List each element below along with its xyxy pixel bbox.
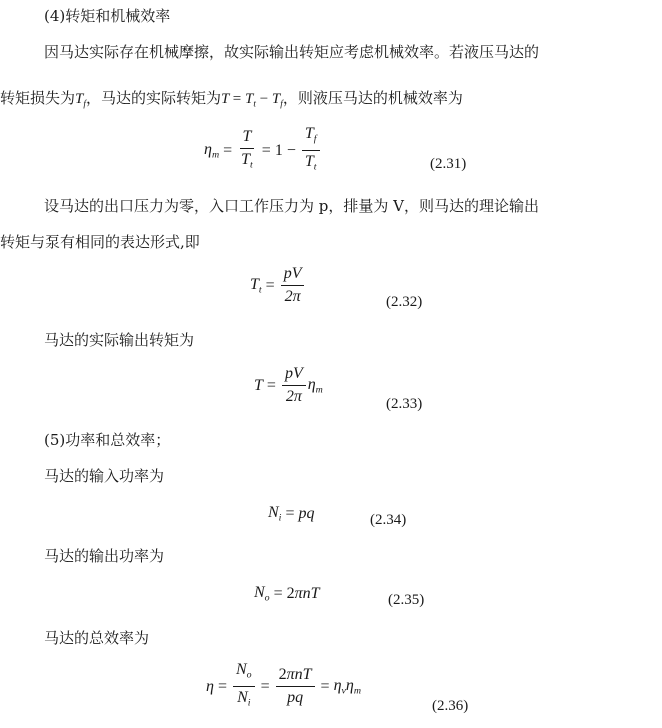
equation-number-2-36: (2.36) — [432, 698, 469, 714]
total-efficiency-label: 马达的总效率为 — [44, 629, 150, 647]
text-torque-loss: 转矩损失为 — [0, 89, 76, 107]
paragraph-2-line-1: 设马达的出口压力为零，入口工作压力为 p，排量为 V，则马达的理论输出 — [44, 197, 539, 215]
section-4-heading: (4)转矩和机械效率 — [44, 7, 171, 25]
section-5-heading: (5)功率和总效率； — [44, 431, 171, 449]
equation-number-2-34: (2.34) — [370, 512, 407, 528]
equation-2-35: $N_o$ = 2πnT — [254, 584, 320, 604]
equation-number-2-32: (2.32) — [386, 294, 423, 310]
equation-number-2-31: (2.31) — [430, 156, 467, 172]
paragraph-1-line-2 — [0, 88, 463, 114]
equation-2-33: T = $\frac{pV}{2\pi}$ $\eta_m$ — [254, 365, 323, 405]
equation-2-34: $N_i$ = pq — [268, 504, 315, 524]
equation-2-36: η = $\frac{N_o}{N_i}$ = $\frac{\text{2πnT}}{pq}$ = $\eta_v\eta_m$ — [206, 661, 362, 709]
equation-number-2-35: (2.35) — [388, 592, 425, 608]
equation-2-32: $T_t$ = $\frac{pV}{2\pi}$ — [250, 264, 306, 307]
text-actual-torque: ，马达的实际转矩为 — [85, 89, 221, 107]
input-power-label: 马达的输入功率为 — [44, 467, 165, 485]
paragraph-1-line-1: 因马达实际存在机械摩擦，故实际输出转矩应考虑机械效率。若液压马达的 — [44, 43, 540, 61]
equation-2-31: $\eta_m$ = $\frac{T}{T_t}$ = 1 − $\frac{T_f}{T_t}$ — [204, 124, 322, 178]
inline-math-tf: $T_f$ — [75, 91, 86, 110]
paragraph-2-line-2: 转矩与泵有相同的表达形式,即 — [0, 233, 200, 251]
text-mech-eff: ，则液压马达的机械效率为 — [282, 89, 463, 107]
actual-torque-label: 马达的实际输出转矩为 — [44, 331, 195, 349]
output-power-label: 马达的输出功率为 — [44, 547, 165, 565]
inline-math-t-equals: $T = T_t - T_f$ — [220, 91, 283, 110]
equation-number-2-33: (2.33) — [386, 396, 423, 412]
